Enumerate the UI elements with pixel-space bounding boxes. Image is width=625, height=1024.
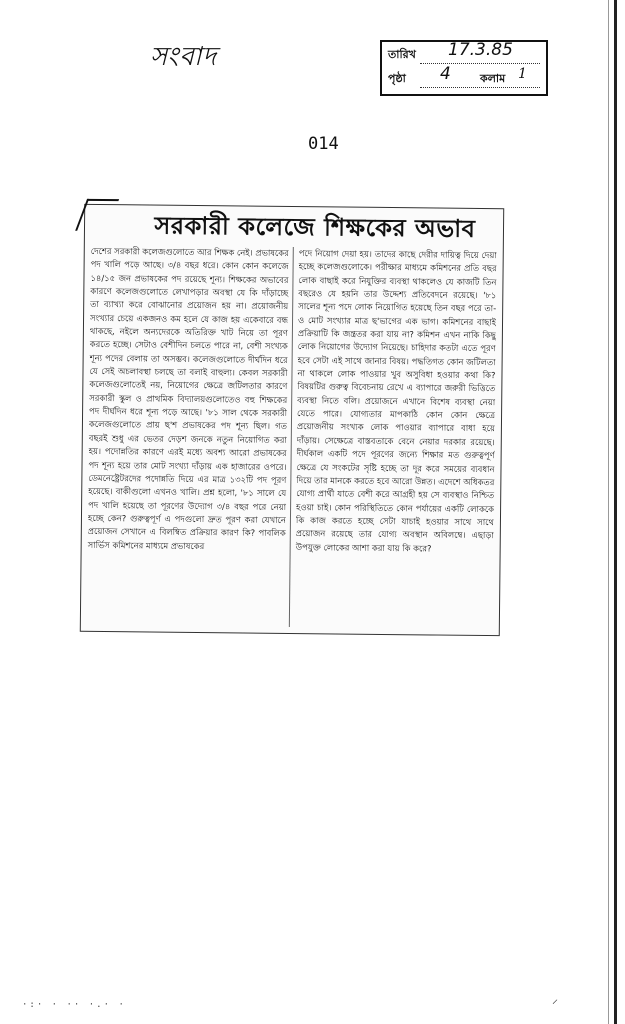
- newspaper-source-label: সংবাদ: [150, 42, 218, 72]
- scan-noise-mark: ⸝: [552, 992, 559, 1006]
- stamp-dotted-line: [420, 63, 540, 64]
- stamp-page-key: পৃষ্ঠা: [388, 72, 406, 85]
- stamp-page-value: 4: [440, 64, 451, 84]
- column-divider: [289, 247, 294, 627]
- scan-noise-marks: ·:· · ·· ·.· ·: [22, 1000, 126, 1010]
- stamp-page-row: [388, 64, 540, 90]
- stamp-date-key: তারিখ: [388, 48, 416, 61]
- folio-number: 014: [308, 134, 339, 154]
- stamp-date-value: 17.3.85: [448, 40, 513, 60]
- stamp-column-value: 1: [518, 66, 527, 82]
- stamp-column-key: কলাম: [480, 72, 506, 85]
- newspaper-clipping: [80, 204, 504, 636]
- page-edge-shadow: [608, 0, 609, 1024]
- archive-stamp: [380, 40, 548, 96]
- clipping-torn-corner: [75, 199, 119, 231]
- clipping-headline: সরকারী কলেজে শিক্ষকের অভাব: [154, 211, 476, 243]
- clipping-right-column: পদে নিয়োগ দেয়া হয়। তাদের কাছে দেরীর দায়িত্ব দিয়ে দেয়া হচ্ছে কলেজগুলোকে। পরীক্ষার মাধ্যমে কমিশনের প্রতি বছর লোক বাছাই করে নিযুক্তির ব্যবস্থা থাকলেও যে কাজটি তিন বছরেও যে হয়নি তার উদ্দেশ্য প্রতিবেদনে রয়েছে। '৮১ সালের শূন্য পদে লোক নিয়োগিত হয়েছে তিন বছর পরে তা-ও মোট সংখ্যার মাত্র ছ'ভাগের এক ভাগ। কমিশনের বাছাই প্রক্রিয়াটি কি জন্ত্রতর করা যায় না? কমিশন এখন নাকি কিছু লোক নিয়োগের উদ্যোগ নিয়েছে। চাহিদার কতটা এতে পূরণ হবে সেটা এই সাথে জানার বিষয়। পদ্ধতিগত কোন জটিলতা না থাকলে লোক পাওয়ার খুব অসুবিধা হওয়ার কথা কি? বিষয়টির গুরুত্ব বিবেচনায় রেখে এ ব্যাপারে জরুরী ভিত্তিতে ব্যবস্থা নিতে বলি। প্রয়োজনে এখানে বিশেষ ব্যবস্থা নেয়া যেতে পারে। যোগ্যতার মাপকাঠি কোন কোন ক্ষেত্রে প্রয়োজনীয় সংখ্যক লোক পাওয়ার ব্যাপারে বাধা হয়ে দাঁড়ায়। সেক্ষেত্রে বাস্তবতাকে বেনে নেয়ার দরকার রয়েছে। দীর্ঘকাল একটি পদে পূরণের জন্যে শিক্ষার মত গুরুত্বপূর্ণ ক্ষেত্রে যে সংকটের সৃষ্টি হচ্ছে তা দূর করে সময়ের ব্যবধান দিয়ে তার মানকে করতে হবে আরো উন্নত। এদেশে অধিকতর যোগ্য প্রার্থী যাতে বেশী করে আগ্রহী হয় সে ব্যবস্থাও নিশ্চিত হওয়া চাই। কোন পরিস্থিতিতে কোন পর্যায়ের একটি লোককে কি কাজ করতে হচ্ছে সেটা যাচাই হওয়ার সাথে সাথে প্রয়োজন রয়েছে তার যোগ্য অবস্থান অবিলম্বে। এছাড়া উপযুক্ত লোকের আশা করা যায় কি করে?: [295, 248, 497, 554]
- stamp-date-row: [388, 40, 540, 66]
- page-edge-line: [614, 0, 617, 1024]
- clipping-left-column: দেশের সরকারী কলেজগুলোতে আর শিক্ষক নেই। প্রভাষকের পদ খালি পড়ে আছে। ৩/৪ বছর ধরে। কোন কোন কলেজে ১৪/১৫ জন প্রভাষকের পদ রয়েছে শূন্য। শিক্ষকের অভাবের কারণে কলেজগুলোতে লেখাপড়ার অবস্থা যে কি দাঁড়াচ্ছে তা ব্যাখ্যা করে বোঝানোর প্রয়োজন হয় না। প্রয়োজনীয় সংখ্যার চেয়ে একজনও কম হলে যে কাজ হয় একেবারে বন্ধ থাকছে, নইলে অন্যদেরকে অতিরিক্ত খাট নিয়ে তা পূরণ করতে হচ্ছে। সেটাও বেশীদিন চলতে পারে না, বেশী সংখ্যক শূন্য পদের বেলায় তা অসম্ভব। কলেজগুলোতে দীর্ঘদিন ধরে যে সেই অচলাবস্থা চলছে তা বলাই বাহুল্য। কেবল সরকারী কলেজগুলোতেই নয়, নিয়োগের ক্ষেত্রে জটিলতার কারণে সরকারী স্কুল ও প্রাথমিক বিদ্যালয়গুলোতেও বহু শিক্ষকের পদ দীর্ঘদিন ধরে শূন্য পড়ে আছে। '৮১ সাল থেকে সরকারী কলেজগুলোতে প্রায় ছ'শ প্রভাষকের পদ শূন্য ছিল। গত বছরই শুধু এর ভেতর দেড়শ জনকে নতুন নিয়োগিত করা হয়। পদোন্নতির কারণে এরই মধ্যে অবশ্য আরো প্রভাষকের পদ শূন্য হয়ে তার মোট সংখ্যা দাঁড়ায় এক হাজারের ওপরে। ডেমনেষ্ট্রেটরদের পদোন্নতি দিয়ে এর মাত্র ১৩২টি পদ পূরণ হয়েছে। বাকীগুলো এখনও খালি। প্রশ্ন হলো, '৮১ সালে যে পদ খালি হয়েছে তা পূরণের উদ্যোগ ৩/৪ বছর পরে নেয়া হচ্ছে কেন? গুরুত্বপূর্ণ এ পদগুলো দ্রুত পূরণ করা যেখানে প্রয়োজন সেখানে এ বিলম্বিত প্রক্রিয়ার কারণ কি? পাবলিক সার্ভিস কমিশনের মাধ্যমে প্রভাষকের: [87, 245, 289, 551]
